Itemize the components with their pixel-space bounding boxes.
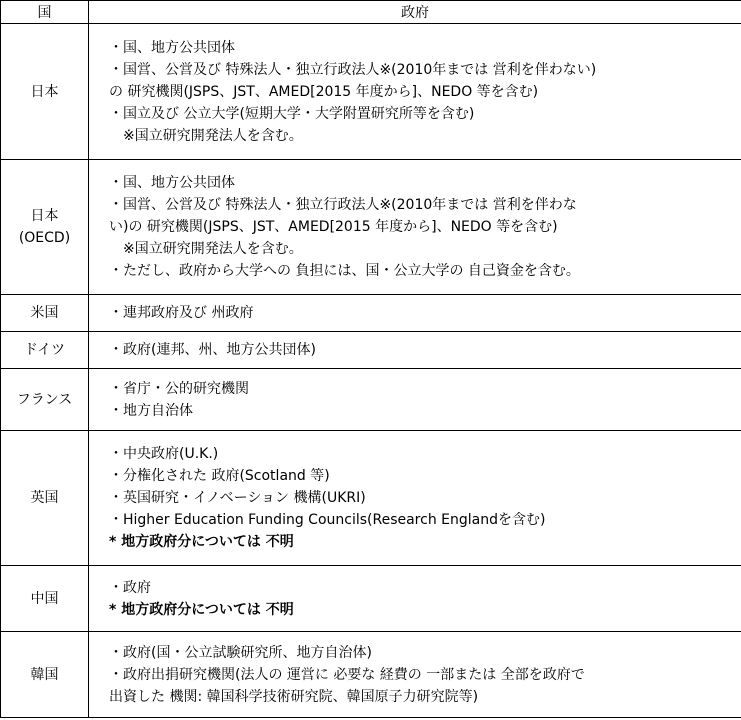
description-line: ・省庁・公的研究機関 [109,380,249,397]
table-row [1,369,741,431]
country-cell [1,24,89,160]
description-line: ・国、地方公共団体 [109,175,235,191]
country-label: ドイツ [23,342,66,358]
country-label: 米国 [30,305,59,321]
description-line: ・政府(連邦、州、地方公共団体) [109,342,316,358]
table-row [1,566,741,632]
description-line: ・中央政府(U.K.) [109,446,219,462]
description-line: ・政府 [109,579,151,596]
table-row [1,24,741,160]
header-country: 国 [1,1,89,24]
header-row [1,1,741,24]
country-label: 英国 [30,490,59,506]
description-line: ・地方自治体 [109,402,193,419]
description-note: ※国立研究開発法人を含む。 [123,127,303,144]
country-cell [1,295,89,332]
table-row [1,332,741,369]
description-note: ※国立研究開発法人を含む。 [123,241,303,257]
country-label: 中国 [30,590,59,607]
description-line: ・国営、公営及び 特殊法人・独立行政法人※(2010年までは 営利を伴わな [109,197,577,213]
header-government: 政府 [89,1,741,24]
description-cell [89,295,741,332]
country-label: フランス [16,391,73,408]
country-label: 日本 [30,83,59,100]
description-emphasis: * 地方政府分については 不明 [109,534,294,550]
description-cell [89,369,741,431]
country-cell [1,431,89,566]
table-row [1,431,741,566]
table-row [1,632,741,718]
country-label: 韓国 [30,666,59,683]
country-cell [1,160,89,295]
description-line: ・ただし、政府から大学への 負担には、国・公立大学の 自己資金を含む。 [109,263,580,279]
description-line: ・分権化された 政府(Scotland 等) [109,468,330,484]
country-cell [1,332,89,369]
description-line: ・連邦政府及び 州政府 [109,305,254,321]
description-cell [89,332,741,369]
description-line: ・政府出捐研究機関(法人の 運営に 必要な 経費の 一部または 全部を政府で [109,666,585,683]
country-cell [1,369,89,431]
country-sublabel: (OECD) [18,230,71,246]
description-line: ・政府(国・公立試験研究所、地方自治体) [109,644,372,661]
description-line: 出資した 機関: 韓国科学技術研究院、韓国原子力研究院等) [109,688,479,705]
description-line: ・国営、公営及び 特殊法人・独立行政法人※(2010年までは 営利を伴わない) [109,61,597,78]
country-label: 日本 [30,208,59,224]
country-cell [1,632,89,718]
description-cell [89,160,741,295]
description-line: ・Higher Education Funding Councils(Research Englandを含む) [109,512,546,528]
table-row [1,295,741,332]
description-cell [89,566,741,632]
description-cell [89,431,741,566]
description-cell [89,24,741,160]
description-cell [89,632,741,718]
description-line: ・国、地方公共団体 [109,39,235,56]
country-cell [1,566,89,632]
description-emphasis: * 地方政府分については 不明 [109,601,294,618]
description-line: ・英国研究・イノベーション 機構(UKRI) [109,490,366,506]
description-line: ・国立及び 公立大学(短期大学・大学附置研究所等を含む) [109,105,475,122]
description-line: の 研究機関(JSPS、JST、AMED[2015 年度から]、NEDO 等を含む) [109,83,539,100]
table-row [1,160,741,295]
description-line: い)の 研究機関(JSPS、JST、AMED[2015 年度から]、NEDO 等を含む) [109,219,558,235]
